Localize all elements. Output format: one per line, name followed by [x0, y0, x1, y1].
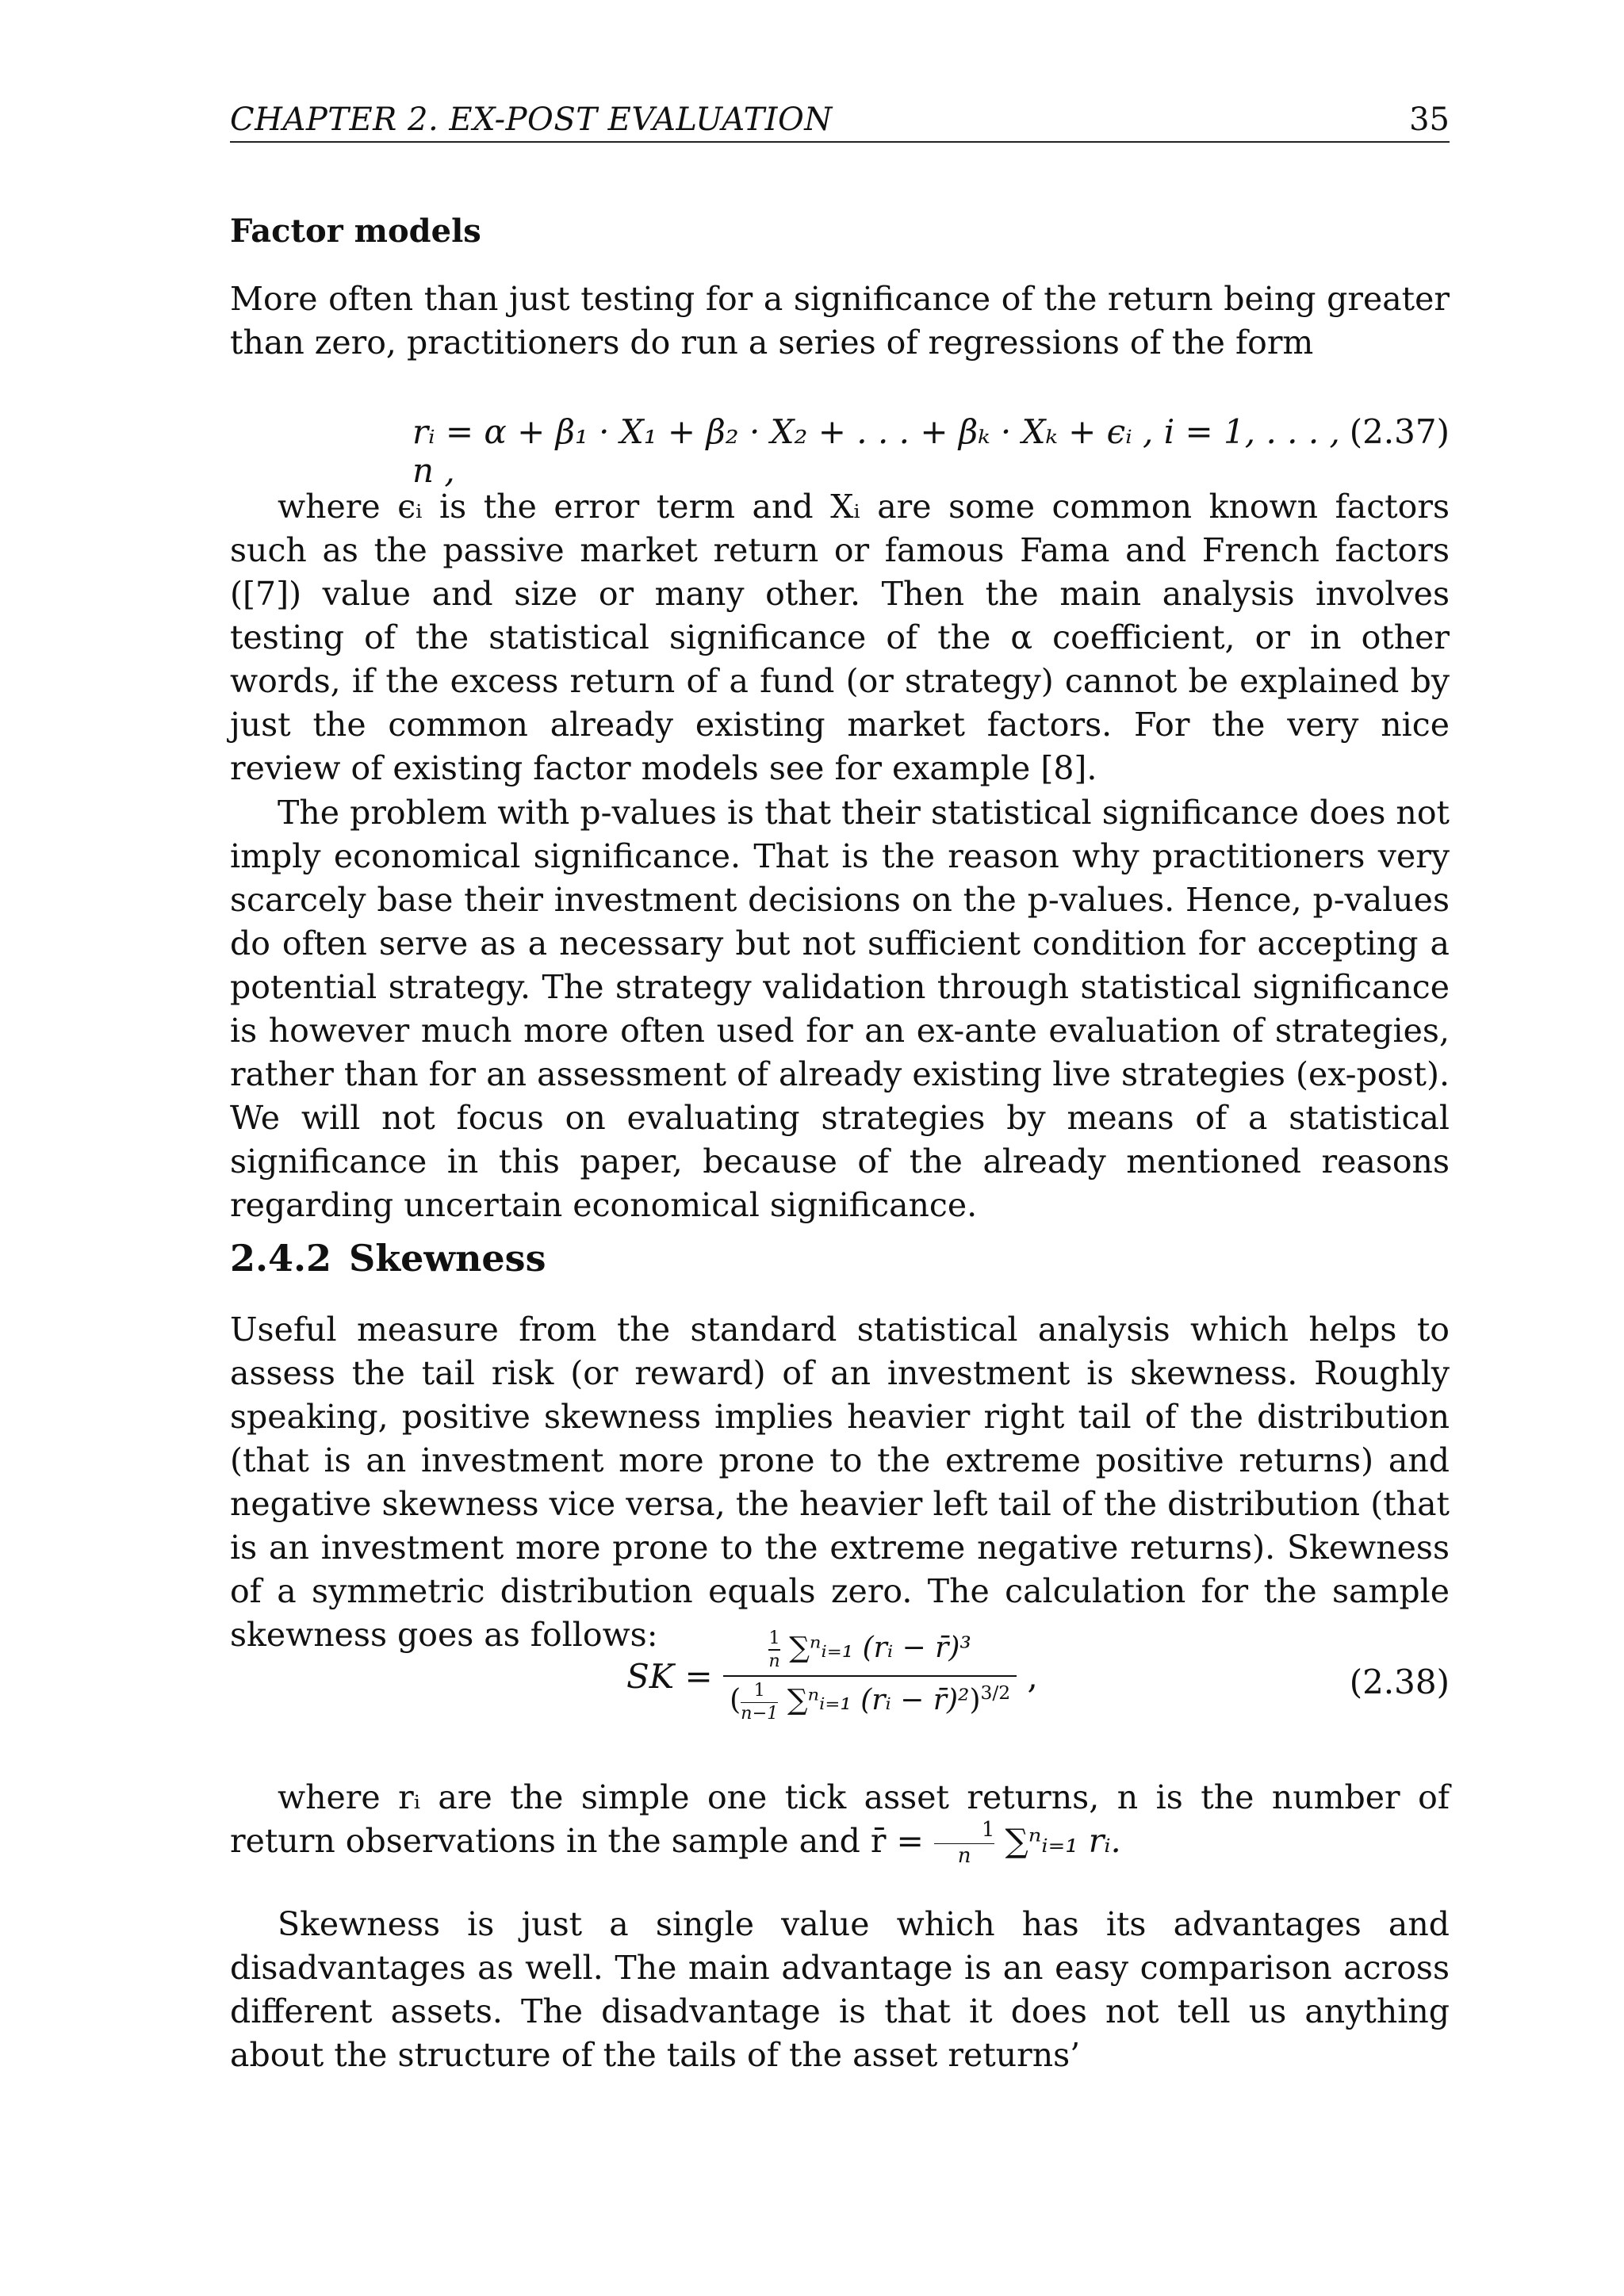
equation-2-38-body [626, 1629, 1340, 1724]
paragraph-skewness-final: Skewness is just a single value which has its advantages and disadvantages as well. The main advantage is an easy comparison across different assets. The disadvantage is that it does not tell us anything about the structure of the tails of the asset returns’ [230, 1905, 1450, 2074]
page-number: 35 [1409, 101, 1450, 138]
skewness-numerator: $\frac{1}{n}$ ∑ⁿᵢ₌₁ (rᵢ − r̄)³ [768, 1628, 971, 1671]
rbar-one-over-n: 1 n [934, 1820, 995, 1867]
equation-2-38 [230, 1629, 1450, 1756]
skewness-fraction [723, 1629, 1017, 1724]
skewness-denominator: ($\frac{1}{n-1}$ ∑ⁿᵢ₌₁ (rᵢ − r̄)²)$^{3/2}$ [730, 1680, 1011, 1724]
paragraph-factor-where: where ϵᵢ is the error term and Xᵢ are some common known factors such as the passive market return or famous Fama and French factors ([7]) value and size or many other. Then the main analysis involves testing of the statistical significance of the α coefficient, or in other words, if the excess return of a fund (or strategy) cannot be explained by just the common already existing market factors. For the very nice review of existing factor models see for example [8]. [230, 488, 1450, 787]
denominator-one-over-n-minus-1: $\frac{1}{n-1}$ [741, 1680, 779, 1724]
equation-2-37 [230, 412, 1450, 490]
subsection-heading-factor-models: Factor models [230, 212, 481, 250]
paragraph-skewness-where: where rᵢ are the simple one tick asset returns, n is the number of return observations in the sample and r̄ = 1 n ∑ⁿᵢ₌₁ rᵢ. [230, 1778, 1450, 1869]
running-header [230, 101, 1450, 143]
equation-label-2-38: (2.38) [1349, 1663, 1450, 1701]
equation-lhs: SK = [626, 1656, 713, 1696]
chapter-title: CHAPTER 2. EX-POST EVALUATION [230, 101, 833, 138]
equation-label-2-37: (2.37) [1349, 412, 1450, 451]
paragraph-factor-intro: More often than just testing for a significance of the return being greater than zero, practitioners do run a series of regressions of the form [230, 280, 1450, 362]
paragraph-p-values: The problem with p-values is that their statistical significance does not imply economical significance. That is the reason why practitioners very scarcely base their investment decisions on the p-values. Hence, p-values do often serve as a necessary but not sufficient condition for accepting a potential strategy. The strategy validation through statistical significance is however much more often used for an ex-ante evaluation of strategies, rather than for an assessment of already existing live strategies (ex-post). We will not focus on evaluating strategies by means of a statistical significance in this paper, because of the already mentioned reasons regarding uncertain economical significance. [230, 794, 1450, 1224]
section-title: Skewness [349, 1237, 546, 1280]
numerator-one-over-n: $\frac{1}{n}$ [768, 1628, 780, 1671]
equation-2-37-body: rᵢ = α + β₁ · X₁ + β₂ · X₂ + . . . + βₖ · Xₖ + ϵᵢ , i = 1, . . . , n , [412, 412, 1340, 490]
equation-comma: , [1027, 1656, 1038, 1696]
section-heading-skewness [230, 1237, 546, 1280]
section-number: 2.4.2 [230, 1237, 332, 1280]
paragraph-skewness-intro: Useful measure from the standard statistical analysis which helps to assess the tail risk (or reward) of an investment is skewness. Roughly speaking, positive skewness implies heavier right tail of the distribution (that is an investment more prone to the extreme positive returns) and negative skewness vice versa, the heavier left tail of the distribution (that is an investment more prone to the extreme negative returns). Skewness of a symmetric distribution equals zero. The calculation for the sample skewness goes as follows: [230, 1311, 1450, 1654]
fraction-bar [723, 1675, 1017, 1677]
